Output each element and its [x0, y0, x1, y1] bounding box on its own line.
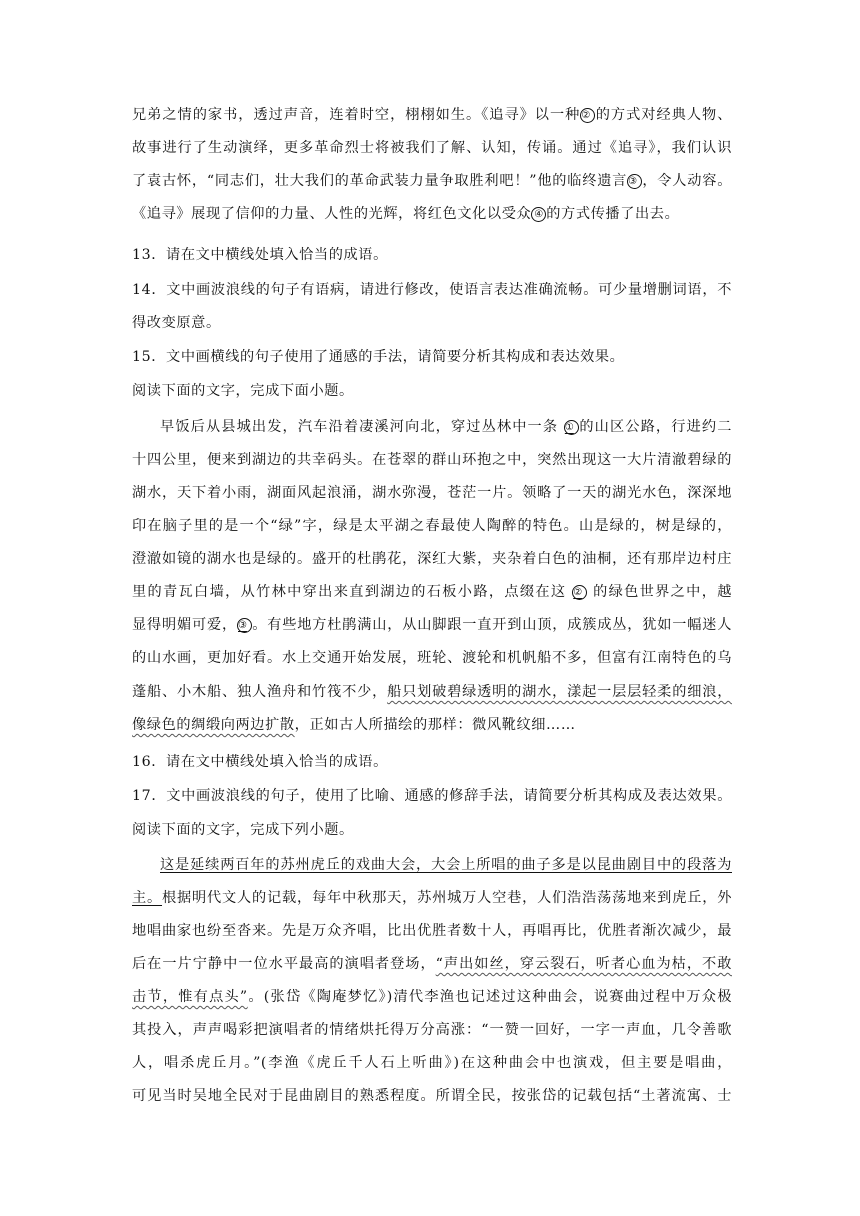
- passage2-line-5: 澄澈如镜的湖水也是绿的。盛开的杜鹃花，深红大紫，夹杂着白色的油桐，还有那岸边村庄: [132, 551, 732, 567]
- passage3-line-3: 地唱曲家也纷至沓来。先是万众齐唱，比出优胜者数十人，再唱再比，优胜者渐次减少，最: [132, 923, 732, 939]
- passage2-line-1: 早饭后从县城出发，汽车沿着凄溪河向北，穿过丛林中一条 ① 的山区公路，行进约二: [160, 419, 732, 435]
- blank-1-marker: ①: [564, 420, 579, 435]
- question-14-line-1: 14．文中画波浪线的句子有语病，请进行修改，使语言表达准确流畅。可少量增删词语，不: [132, 282, 732, 298]
- reading-instruction-2: 阅读下面的文字，完成下列小题。: [132, 822, 354, 838]
- passage3-line-1: 这是延续两百年的苏州虎丘的戏曲大会，大会上所唱的曲子多是以昆曲剧目中的段落为: [160, 857, 732, 873]
- passage2-line-4: 印在脑子里的是一个“绿”字，绿是太平湖之春最使人陶醉的特色。山是绿的，树是绿的，: [132, 518, 732, 534]
- underlined-sentence-end: 主。: [132, 890, 163, 906]
- passage3-line-8: 可见当时吴地全民对于昆曲剧目的熟悉程度。所谓全民，按张岱的记载包括“土著流寓、士: [132, 1088, 732, 1104]
- wavy-underlined-sentence-end: 像绿色的绸缎向两边扩散: [132, 717, 295, 733]
- passage2-line-6: 里的青瓦白墙，从竹林中穿出来直到湖边的石板小路，点缀在这 ② 的绿色世界之中，越: [132, 584, 732, 600]
- wavy-underlined-sentence: 船只划破碧绿透明的湖水，漾起一层层轻柔的细浪，: [387, 684, 732, 700]
- passage3-line-6: 其投入，声声喝彩把演唱者的情绪烘托得万分高涨：“一赞一回好，一字一声血，几令善歌: [132, 1022, 732, 1038]
- blank-4-marker: ④: [531, 207, 546, 222]
- passage3-line-4: 后在一片宁静中一位水平最高的演唱者登场，“声出如丝，穿云裂石，听者心血为枯，不敢: [132, 956, 732, 972]
- question-13: 13．请在文中横线处填入恰当的成语。: [132, 247, 388, 263]
- passage1-line-4: 《追寻》展现了信仰的力量、人性的光辉，将红色文化以受众 ④ 的方式传播了出去。: [132, 206, 680, 222]
- blank-2-marker: ②: [580, 108, 595, 123]
- passage3-line-2: 主。根据明代文人的记载，每年中秋那天，苏州城万人空巷，人们浩浩荡荡地来到虎丘，外: [132, 890, 732, 906]
- blank-3-marker: ③: [237, 618, 252, 633]
- reading-instruction-1: 阅读下面的文字，完成下面小题。: [132, 383, 354, 399]
- passage1-line-2: 故事进行了生动演绎，更多革命烈士将被我们了解、认知，传诵。通过《追寻》，我们认识: [132, 140, 732, 156]
- wavy-underlined-quote-end: 击节，惟有点头”: [132, 989, 248, 1005]
- question-14-line-2: 得改变原意。: [132, 315, 221, 331]
- passage2-line-2: 十四公里，便来到湖边的共幸码头。在苍翠的群山环抱之中，突然出现这一大片清澈碧绿的: [132, 452, 732, 468]
- passage3-line-5: 击节，惟有点头”。(张岱《陶庵梦忆》)清代李渔也记述过这种曲会，说赛曲过程中万众极: [132, 989, 732, 1005]
- question-16: 16．请在文中横线处填入恰当的成语。: [132, 754, 388, 770]
- wavy-underlined-quote: “声出如丝，穿云裂石，听者心血为枯，不敢: [435, 956, 732, 972]
- question-17: 17．文中画波浪线的句子，使用了比喻、通感的修辞手法，请简要分析其构成及表达效果。: [132, 788, 732, 804]
- passage3-line-7: 人，唱杀虎丘月。”(李渔《虎丘千人石上听曲》)在这种曲会中也演戏，但主要是唱曲，: [132, 1055, 732, 1071]
- passage2-line-7: 显得明媚可爱，③ 。有些地方杜鹃满山，从山脚跟一直开到山顶，成簇成丛，犹如一幅迷人: [132, 617, 732, 633]
- passage1-line-3: 了袁古怀，“同志们，壮大我们的革命武装力量争取胜利吧！”他的临终遗言③ ，令人动容。: [132, 173, 732, 189]
- passage1-line-1: 兄弟之情的家书，透过声音，连着时空，栩栩如生。《追寻》以一种② 的方式对经典人物、: [132, 107, 732, 123]
- passage2-line-3: 湖水，天下着小雨，湖面风起浪涌，湖水弥漫，苍茫一片。领略了一天的湖光水色，深深地: [132, 485, 732, 501]
- question-15: 15．文中画横线的句子使用了通感的手法，请简要分析其构成和表达效果。: [132, 349, 625, 365]
- blank-2-marker: ②: [572, 585, 587, 600]
- passage2-line-9: 蓬船、小木船、独人渔舟和竹筏不少，船只划破碧绿透明的湖水，漾起一层层轻柔的细浪，: [132, 684, 732, 700]
- passage2-line-8: 的山水画，更加好看。水上交通开始发展，班轮、渡轮和机帆船不多，但富有江南特色的乌: [132, 650, 732, 666]
- blank-3-marker: ③: [627, 174, 642, 189]
- passage2-line-10: 像绿色的绸缎向两边扩散，正如古人所描绘的那样：微风靴纹细……: [132, 717, 576, 733]
